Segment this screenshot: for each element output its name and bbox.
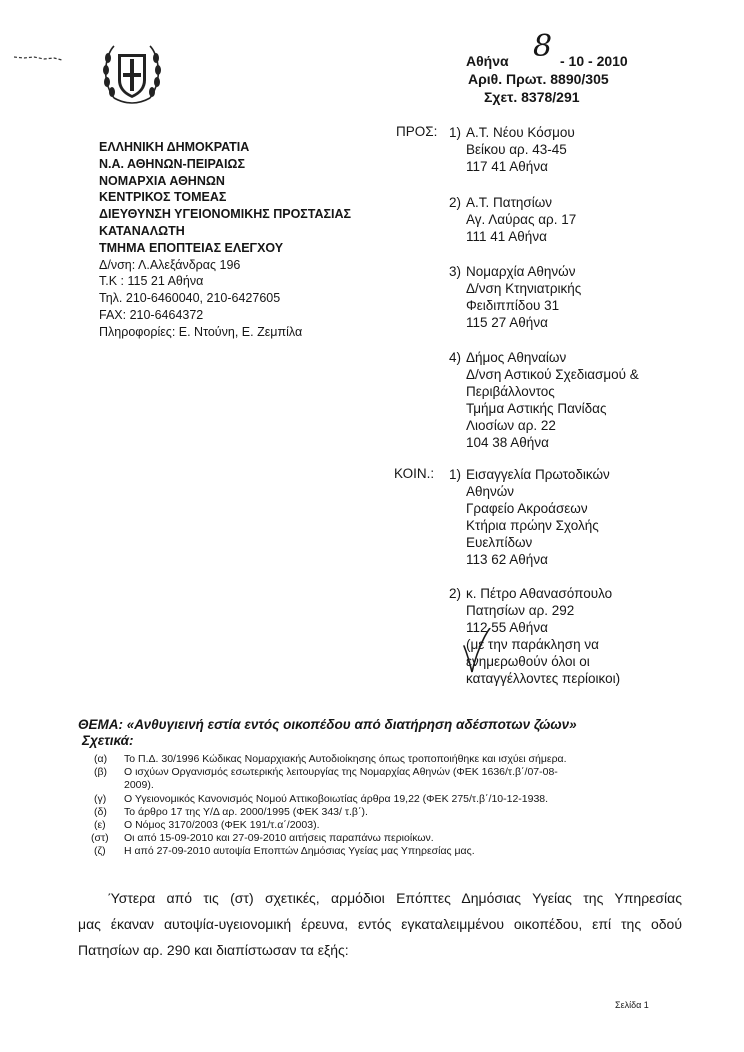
sender-address: Δ/νση: Λ.Αλεξάνδρας 196 xyxy=(99,257,241,272)
reference-text: Το άρθρο 17 της Υ/Δ αρ. 2000/1995 (ΦΕΚ 343/ τ.β΄). xyxy=(124,805,368,818)
recipient-line: Περιβάλλοντος xyxy=(466,384,555,399)
reference-text: Η από 27-09-2010 αυτοψία Επoπτών Δημόσιας Υγείας μας Υπηρεσίας μας. xyxy=(124,845,475,858)
recipient-line: 117 41 Αθήνα xyxy=(466,159,548,174)
reference-text: 2009). xyxy=(124,779,154,792)
recipient-line: Λιοσίων αρ. 22 xyxy=(466,418,556,433)
related-number: Σχετ. 8378/291 xyxy=(484,89,580,105)
sender-fax: FAX: 210-6464372 xyxy=(99,307,204,322)
reference-index: (δ) xyxy=(94,805,107,818)
reference-item xyxy=(94,819,567,832)
recipient-line: 115 27 Αθήνα xyxy=(466,315,548,330)
sender-contacts: Πληροφορίες: Ε. Ντούνη, Ε. Ζεμπίλα xyxy=(99,324,303,339)
recipient-line: Κτήρια πρώην Σχολής xyxy=(466,518,599,533)
reference-text: Ο Υγειονομικός Κανονισμός Νομού Αττικοβοιωτίας άρθρα 19,22 (ΦΕΚ 275/τ.β΄/10-12-1938. xyxy=(124,792,549,805)
recipient-line: Δ/νση Αστικού Σχεδιασμού & xyxy=(466,367,639,382)
body-line: Πατησίων αρ. 290 και διαπίστωσαν τα εξής: xyxy=(78,942,349,958)
recipient-line: 104 38 Αθήνα xyxy=(466,435,549,450)
recipient-line: 113 62 Αθήνα xyxy=(466,552,548,567)
reference-index: (ε) xyxy=(94,819,106,832)
reference-text: Οι από 15-09-2010 και 27-09-2010 αιτήσεις παραπάνω περιοίκων. xyxy=(124,832,434,845)
date-city: Αθήνα xyxy=(466,53,509,69)
recipient-to-3 xyxy=(449,263,581,331)
recipient-line: Γραφείο Ακροάσεων xyxy=(466,501,588,516)
protocol-number: Αριθ. Πρωτ. 8890/305 xyxy=(468,71,609,87)
recipient-line: (με την παράκληση να xyxy=(466,637,599,652)
recipient-line: Βείκου αρ. 43-45 xyxy=(466,142,567,157)
scan-edge-mark xyxy=(14,55,62,62)
handwritten-check-icon xyxy=(462,628,492,678)
sender-line: ΝΟΜΑΡΧΙΑ ΑΘΗΝΩΝ xyxy=(99,173,225,188)
recipient-line: Α.Τ. Πατησίων xyxy=(466,195,553,210)
subject-block xyxy=(78,717,577,749)
reference-index: (α) xyxy=(94,753,108,765)
recipient-line: Δήμος Αθηναίων xyxy=(466,350,567,365)
reference-item xyxy=(94,806,567,819)
recipient-line: καταγγέλλοντες περίοικοι) xyxy=(466,671,621,686)
page-number: Σελίδα 1 xyxy=(615,1000,649,1010)
recipient-line: 111 41 Αθήνα xyxy=(466,229,547,244)
recipient-line: ενημερωθούν όλοι οι xyxy=(466,654,590,669)
reference-text: Ο Νόμος 3170/2003 (ΦΕΚ 191/τ.α΄/2003). xyxy=(124,819,320,832)
recipient-number: 1) xyxy=(449,125,462,140)
date-month-year: - 10 - 2010 xyxy=(560,53,628,69)
recipient-to-4 xyxy=(449,349,639,451)
recipient-line: Νομαρχία Αθηνών xyxy=(466,264,576,279)
recipient-line: Αγ. Λαύρας αρ. 17 xyxy=(466,212,577,227)
reference-text: Το Π.Δ. 30/1996 Κώδικας Νομαρχιακής Αυτοδιοίκησης όπως τροποποιήθηκε και ισχύει σήμερα. xyxy=(124,753,567,765)
sender-line: ΕΛΛΗΝΙΚΗ ΔΗΜΟΚΡΑΤΙΑ xyxy=(99,140,250,154)
recipient-line: 112 55 Αθήνα xyxy=(466,620,548,635)
recipient-number: 1) xyxy=(449,467,462,482)
reference-text: Ο ισχύων Οργανισμός εσωτερικής λειτουργίας της Νομαρχίας Αθηνών (ΦΕΚ 1636/τ.β΄/07-08- xyxy=(124,766,558,779)
body-paragraph xyxy=(78,885,682,963)
recipient-line: Πατησίων αρ. 292 xyxy=(466,603,575,618)
references-label: Σχετικά: xyxy=(82,733,134,748)
recipient-number: 2) xyxy=(449,586,462,601)
reference-index: (στ) xyxy=(91,832,109,845)
sender-postcode: Τ.Κ : 115 21 Αθήνα xyxy=(99,274,204,289)
recipient-line: Δ/νση Κτηνιατρικής xyxy=(466,281,582,296)
reference-item xyxy=(94,845,567,858)
body-line: Ύστερα από τις (στ) σχετικές, αρμόδιοι Επόπτες Δημόσιας Υγείας της Υπηρεσίας xyxy=(108,890,682,906)
recipient-line: Ευελπίδων xyxy=(466,535,533,550)
recipient-line: κ. Πέτρο Αθανασόπουλο xyxy=(466,586,613,601)
reference-index: (γ) xyxy=(94,792,107,805)
reference-index: (β) xyxy=(94,766,108,779)
recipient-line: Φειδιππίδου 31 xyxy=(466,298,560,313)
subject-title: ΘΕΜΑ: «Ανθυγιεινή εστία εντός οικοπέδου από διατήρηση αδέσποτων ζώων» xyxy=(78,717,577,732)
reference-index: (ζ) xyxy=(94,845,106,858)
reference-item xyxy=(94,753,567,766)
sender-phone: Τηλ. 210-6460040, 210-6427605 xyxy=(99,291,281,306)
recipient-to-1 xyxy=(449,124,575,175)
sender-line: ΚΕΝΤΡΙΚΟΣ ΤΟΜΕΑΣ xyxy=(99,190,227,205)
date-day-handwritten: 8 xyxy=(533,29,553,64)
recipient-line: Τμήμα Αστικής Πανίδας xyxy=(466,401,607,416)
sender-line: ΤΜΗΜΑ ΕΠΟΠΤΕΙΑΣ ΕΛΕΓΧΟΥ xyxy=(99,240,284,255)
reference-item xyxy=(94,766,567,792)
sender-line: ΚΑΤΑΝΑΛΩΤΗ xyxy=(99,223,185,238)
recipient-number: 2) xyxy=(449,195,462,210)
recipient-cc-1 xyxy=(449,466,610,568)
recipient-number: 3) xyxy=(449,264,462,279)
sender-line: Ν.Α. ΑΘΗΝΩΝ-ΠΕΙΡΑΙΩΣ xyxy=(99,156,245,171)
reference-item xyxy=(94,793,567,806)
to-label: ΠΡΟΣ: xyxy=(396,124,438,139)
recipient-line: Εισαγγελία Πρωτοδικών xyxy=(466,467,610,482)
cc-label: ΚΟΙΝ.: xyxy=(394,466,435,481)
greek-emblem-icon xyxy=(100,40,164,110)
sender-line: ΔΙΕΥΘΥΝΣΗ ΥΓΕΙΟΝΟΜΙΚΗΣ ΠΡΟΣΤΑΣΙΑΣ xyxy=(99,207,352,222)
recipient-line: Α.Τ. Νέου Κόσμου xyxy=(466,125,575,140)
recipient-to-2 xyxy=(449,194,576,245)
sender-block xyxy=(99,139,351,341)
recipient-number: 4) xyxy=(449,350,462,365)
recipient-line: Αθηνών xyxy=(466,484,515,499)
body-line: μας έκαναν αυτοψία-υγειονομική έρευνα, εντός εγκαταλειμμένου οικοπέδου, επί της οδού xyxy=(78,916,682,932)
reference-item xyxy=(91,832,567,845)
references-list xyxy=(91,753,567,859)
